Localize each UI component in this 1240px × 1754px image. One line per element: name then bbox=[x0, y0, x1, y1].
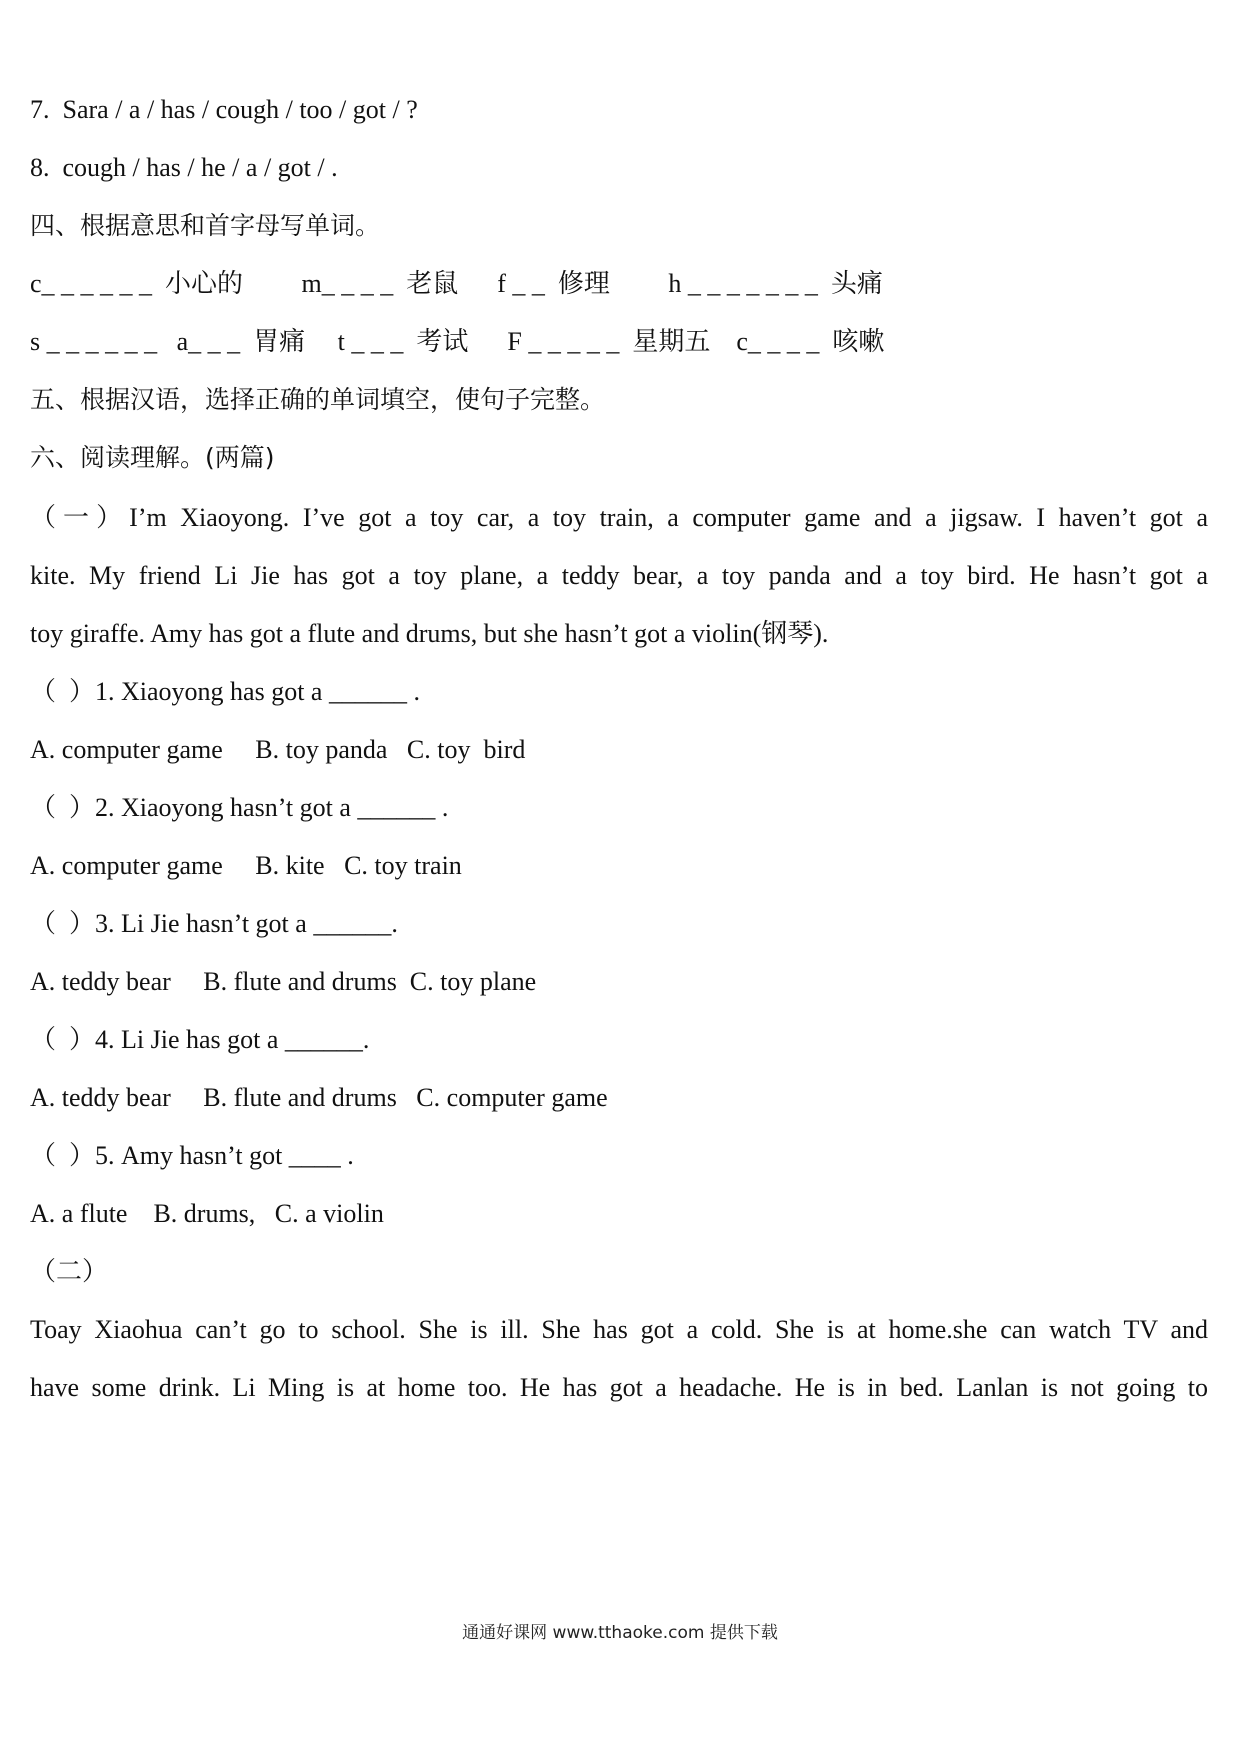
passage-1-line-3: toy giraffe. Amy has got a flute and drums, but she hasn’t got a violin(钢琴). bbox=[30, 619, 829, 648]
reading-options-4: A. teddy bear B. flute and drums C. computer game bbox=[30, 1083, 608, 1112]
reading-options-2: A. computer game B. kite C. toy train bbox=[30, 851, 462, 880]
section-4-title: 四、根据意思和首字母写单词。 bbox=[30, 211, 381, 240]
question-8: 8. cough / has / he / a / got / . bbox=[30, 153, 338, 182]
word-fill-row-1: c_ _ _ _ _ _ 小心的 m_ _ _ _ 老鼠 f _ _ 修理 h _ _ _ _ _ _ _ 头痛 bbox=[30, 269, 883, 298]
reading-question-4: （ ）4. Li Jie has got a ______. bbox=[30, 1025, 370, 1054]
passage-2-heading: （二） bbox=[30, 1257, 109, 1286]
section-5-title: 五、根据汉语，选择正确的单词填空，使句子完整。 bbox=[30, 385, 606, 414]
passage-2-line-1: Toay Xiaohua can’t go to school. She is ill. She has got a cold. She is at home.she can watch TV and bbox=[30, 1315, 1208, 1344]
page-footer: 通通好课网 www.tthaoke.com 提供下载 bbox=[462, 1623, 778, 1643]
passage-1-line-1: （一）I’m Xiaoyong. I’ve got a toy car, a toy train, a computer game and a jigsaw. I haven’t got a bbox=[30, 503, 1208, 532]
question-7: 7. Sara / a / has / cough / too / got / ? bbox=[30, 95, 418, 124]
reading-options-3: A. teddy bear B. flute and drums C. toy plane bbox=[30, 967, 537, 996]
reading-question-5: （ ）5. Amy hasn’t got ____ . bbox=[30, 1141, 354, 1170]
passage-2-line-2: have some drink. Li Ming is at home too. He has got a headache. He is in bed. Lanlan is not going to bbox=[30, 1373, 1208, 1402]
section-6-title: 六、阅读理解。(两篇) bbox=[30, 443, 275, 472]
reading-question-1: （ ）1. Xiaoyong has got a ______ . bbox=[30, 677, 420, 706]
word-fill-row-2: s _ _ _ _ _ _ a_ _ _ 胃痛 t _ _ _ 考试 F _ _ _ _ _ 星期五 c_ _ _ _ 咳嗽 bbox=[30, 327, 885, 356]
reading-options-1: A. computer game B. toy panda C. toy bird bbox=[30, 735, 526, 764]
passage-1-line-2: kite. My friend Li Jie has got a toy plane, a teddy bear, a toy panda and a toy bird. He hasn’t got a bbox=[30, 561, 1208, 590]
reading-options-5: A. a flute B. drums, C. a violin bbox=[30, 1199, 384, 1228]
reading-question-3: （ ）3. Li Jie hasn’t got a ______. bbox=[30, 909, 398, 938]
reading-question-2: （ ）2. Xiaoyong hasn’t got a ______ . bbox=[30, 793, 449, 822]
